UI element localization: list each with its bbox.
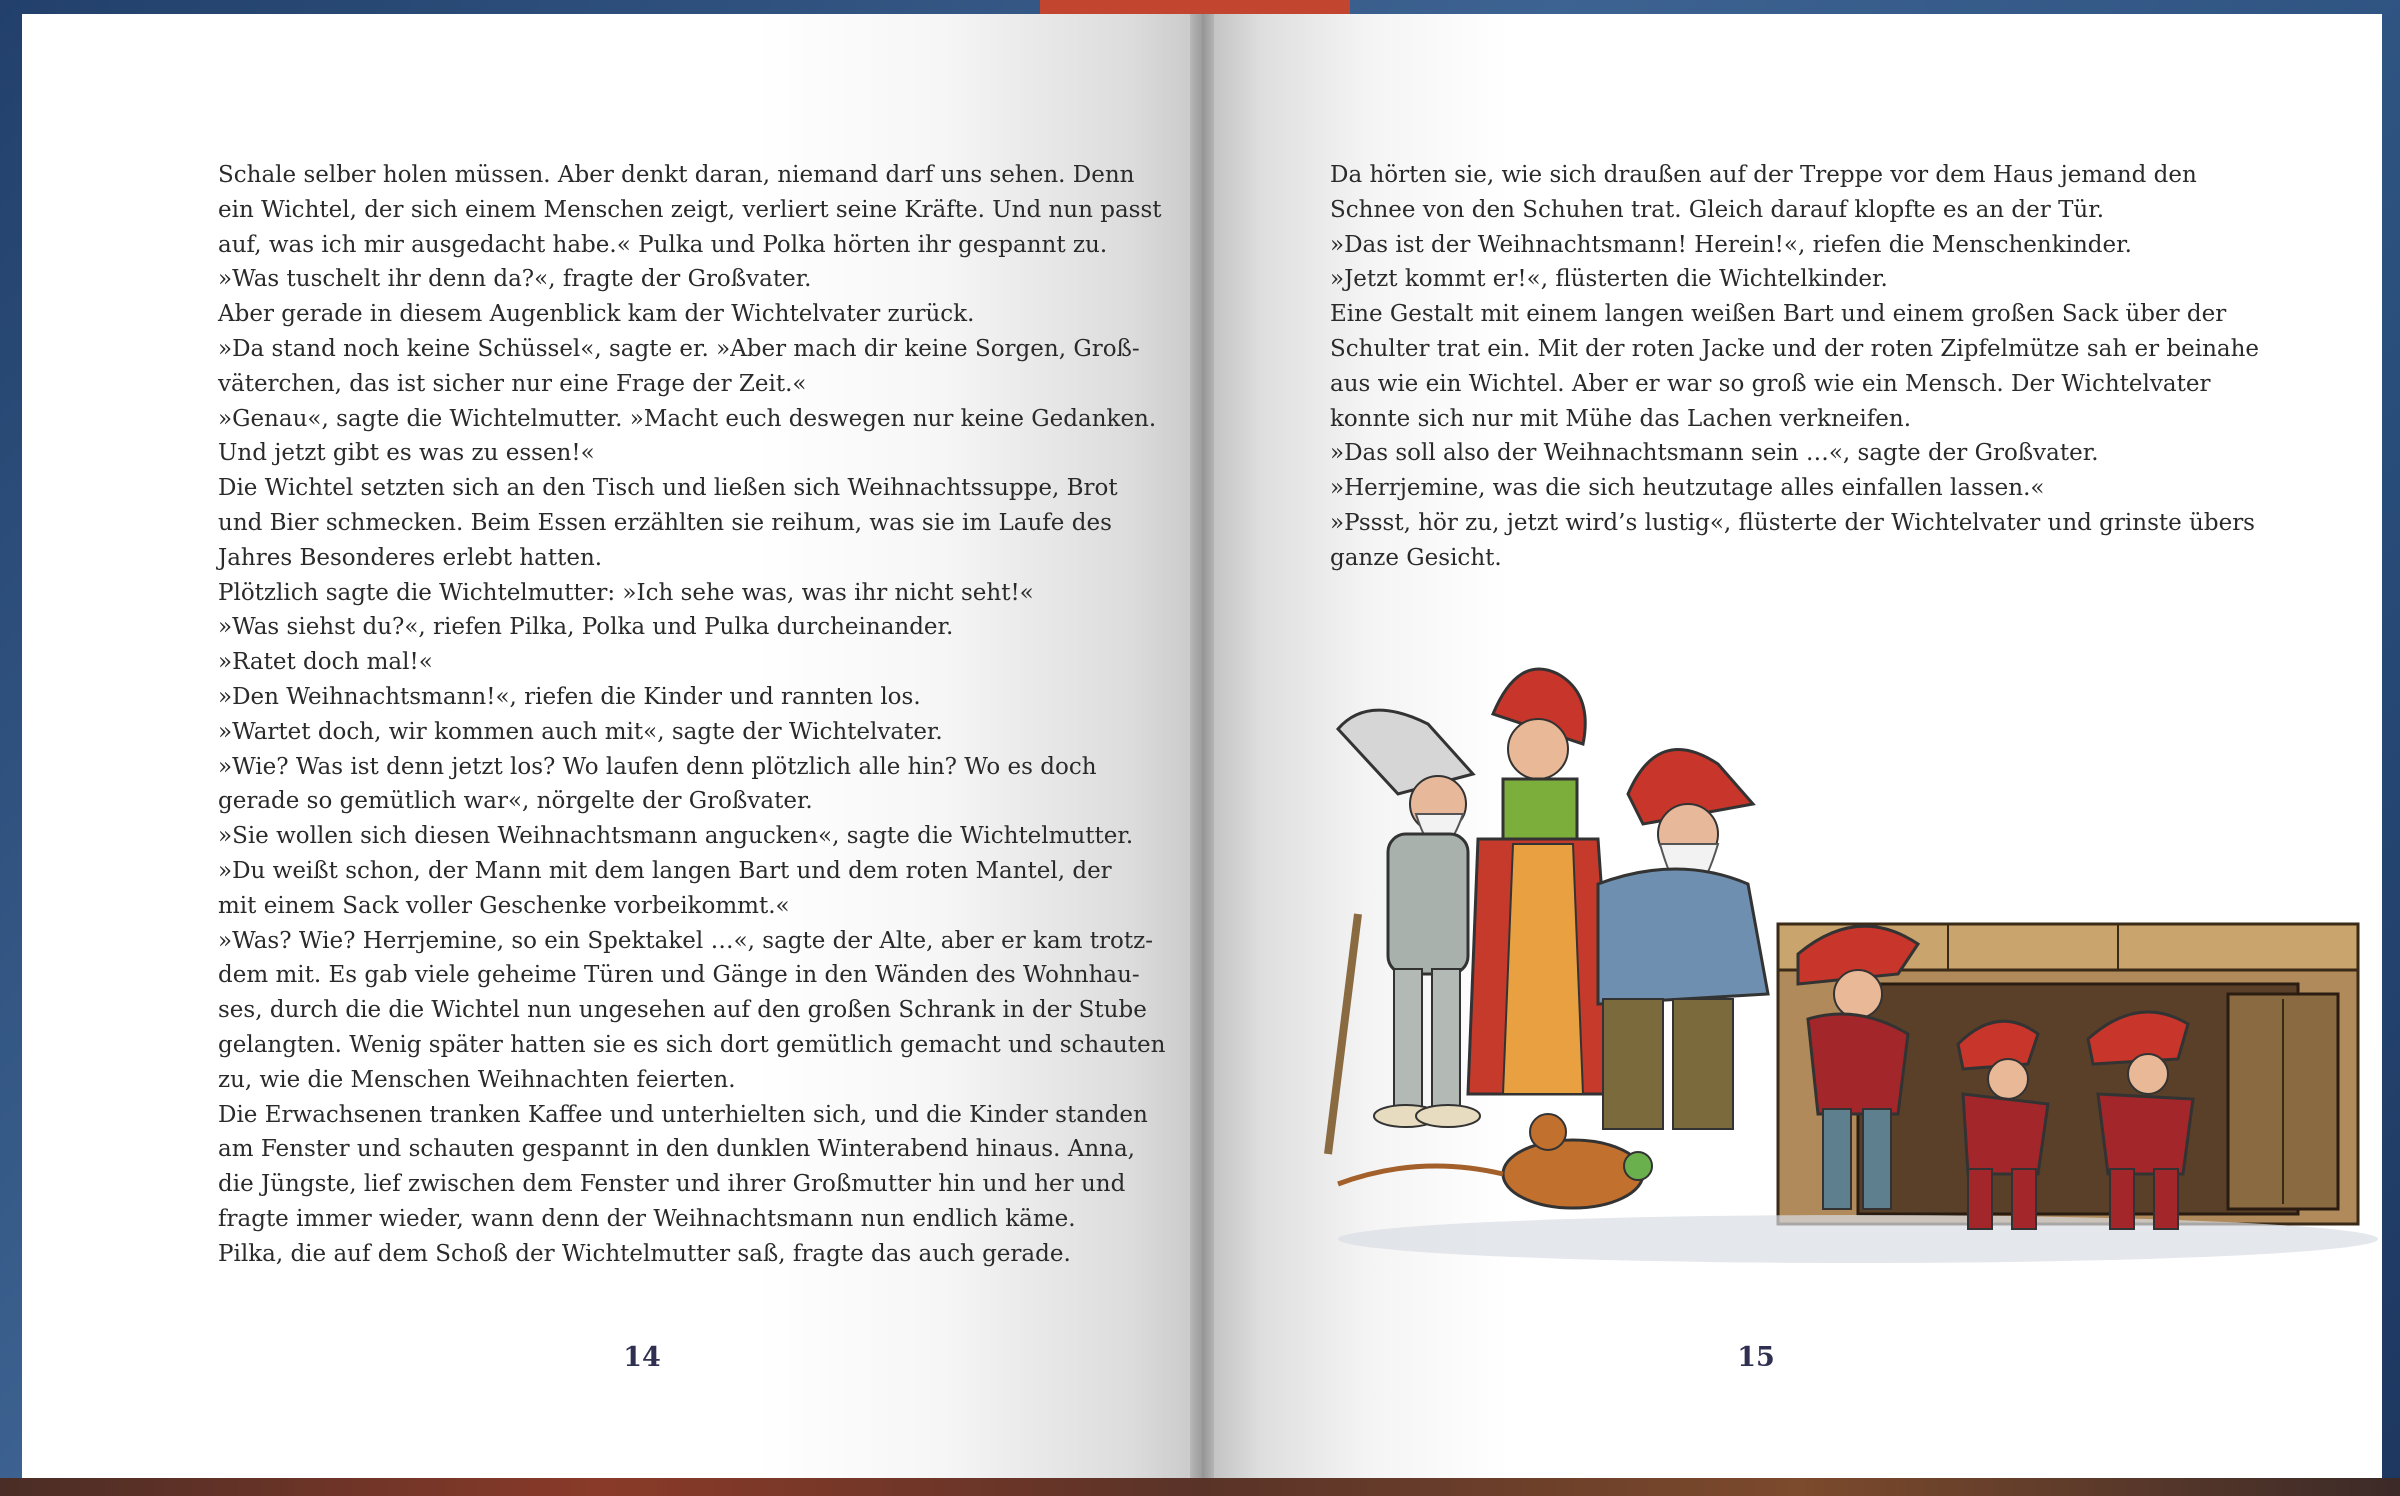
book-cover-bottom-edge [0, 1478, 2400, 1496]
text-line: gerade so gemütlich war«, nörgelte der Großvater. [218, 788, 813, 815]
text-line: aus wie ein Wichtel. Aber er war so groß wie ein Mensch. Der Wichtelvater [1330, 370, 2211, 397]
text-line: konnte sich nur mit Mühe das Lachen verkneifen. [1330, 405, 1912, 432]
text-line: Schale selber holen müssen. Aber denkt daran, niemand darf uns sehen. Denn [218, 162, 1135, 188]
text-line: »Herrjemine, was die sich heutzutage alles einfallen lassen.« [1330, 475, 2045, 502]
text-line: und Bier schmecken. Beim Essen erzählten sie reihum, was sie im Laufe des [218, 509, 1112, 536]
right-page [1202, 14, 2382, 1478]
text-line: »Pssst, hör zu, jetzt wird’s lustig«, flüsterte der Wichtelvater und grinste übers [1330, 509, 2255, 536]
text-line: »Genau«, sagte die Wichtelmutter. »Macht euch deswegen nur keine Gedanken. [218, 405, 1157, 432]
grandfather-gnome [1328, 710, 1480, 1154]
text-line: »Das ist der Weihnachtsmann! Herein!«, riefen die Menschenkinder. [1330, 231, 2132, 258]
text-line: die Jüngste, lief zwischen dem Fenster und ihrer Großmutter hin und her und [218, 1171, 1126, 1198]
right-page-text [1330, 158, 2260, 576]
text-line: »Den Weihnachtsmann!«, riefen die Kinder und rannten los. [218, 683, 921, 710]
text-line: Die Erwachsenen tranken Kaffee und unterhielten sich, und die Kinder standen [218, 1101, 1148, 1128]
text-line: zu, wie die Menschen Weihnachten feierten. [218, 1066, 736, 1093]
text-line: dem mit. Es gab viele geheime Türen und Gänge in den Wänden des Wohnhau- [218, 962, 1140, 989]
text-line: »Wie? Was ist denn jetzt los? Wo laufen denn plötzlich alle hin? Wo es doch [218, 753, 1097, 780]
page-number-right: 15 [1737, 1342, 1775, 1373]
mother-gnome [1468, 669, 1616, 1094]
text-line: ganze Gesicht. [1330, 544, 1502, 571]
text-line: väterchen, das ist sicher nur eine Frage der Zeit.« [218, 370, 807, 397]
text-line: ses, durch die die Wichtel nun ungesehen auf den großen Schrank in der Stube [218, 997, 1147, 1024]
text-line: Schnee von den Schuhen trat. Gleich darauf klopfte es an der Tür. [1330, 196, 2105, 223]
text-line: »Jetzt kommt er!«, flüsterten die Wichtelkinder. [1330, 266, 1888, 293]
left-page [22, 14, 1202, 1478]
text-line: Schulter trat ein. Mit der roten Jacke und der roten Zipfelmütze sah er beinahe [1330, 335, 2260, 362]
text-line: Und jetzt gibt es was zu essen!« [218, 440, 595, 467]
page-number-left: 14 [623, 1342, 661, 1373]
text-line: »Da stand noch keine Schüssel«, sagte er. »Aber mach dir keine Sorgen, Groß- [218, 335, 1140, 362]
text-line: »Ratet doch mal!« [218, 649, 433, 676]
text-line: Aber gerade in diesem Augenblick kam der Wichtelvater zurück. [218, 301, 975, 328]
gnome-family-illustration [1298, 654, 2378, 1294]
floor-shadow [1338, 1215, 2378, 1263]
text-line: »Was tuschelt ihr denn da?«, fragte der Großvater. [218, 266, 812, 293]
text-line: Eine Gestalt mit einem langen weißen Bart und einem großen Sack über der [1330, 301, 2227, 328]
text-line: ein Wichtel, der sich einem Menschen zeigt, verliert seine Kräfte. Und nun passt [218, 196, 1162, 223]
text-line: »Das soll also der Weihnachtsmann sein …«, sagte der Großvater. [1330, 440, 2099, 467]
father-gnome [1598, 749, 1768, 1129]
text-line: »Sie wollen sich diesen Weihnachtsmann angucken«, sagte die Wichtelmutter. [218, 823, 1134, 850]
text-line: Pilka, die auf dem Schoß der Wichtelmutter saß, fragte das auch gerade. [218, 1240, 1071, 1267]
text-line: »Wartet doch, wir kommen auch mit«, sagte der Wichtelvater. [218, 718, 943, 745]
text-line: auf, was ich mir ausgedacht habe.« Pulka und Polka hörten ihr gespannt zu. [218, 231, 1108, 258]
text-line: mit einem Sack voller Geschenke vorbeikommt.« [218, 892, 790, 919]
text-line: »Du weißt schon, der Mann mit dem langen Bart und dem roten Mantel, der [218, 857, 1112, 884]
text-line: fragte immer wieder, wann denn der Weihnachtsmann nun endlich käme. [218, 1205, 1076, 1232]
text-line: Die Wichtel setzten sich an den Tisch und ließen sich Weihnachtssuppe, Brot [218, 475, 1118, 502]
text-line: »Was? Wie? Herrjemine, so ein Spektakel …«, sagte der Alte, aber er kam trotz- [218, 927, 1154, 954]
text-line: Da hörten sie, wie sich draußen auf der Treppe vor dem Haus jemand den [1330, 162, 2197, 188]
book-cover-top-edge [1040, 0, 1350, 14]
text-line: »Was siehst du?«, riefen Pilka, Polka und Pulka durcheinander. [218, 614, 954, 641]
text-line: Plötzlich sagte die Wichtelmutter: »Ich sehe was, was ihr nicht seht!« [218, 579, 1034, 606]
text-line: am Fenster und schauten gespannt in den dunklen Winterabend hinaus. Anna, [218, 1136, 1135, 1163]
book-gutter [1190, 14, 1214, 1478]
text-line: Jahres Besonderes erlebt hatten. [218, 544, 603, 571]
text-line: gelangten. Wenig später hatten sie es sich dort gemütlich gemacht und schauten [218, 1031, 1166, 1058]
left-page-text [218, 158, 1166, 1272]
